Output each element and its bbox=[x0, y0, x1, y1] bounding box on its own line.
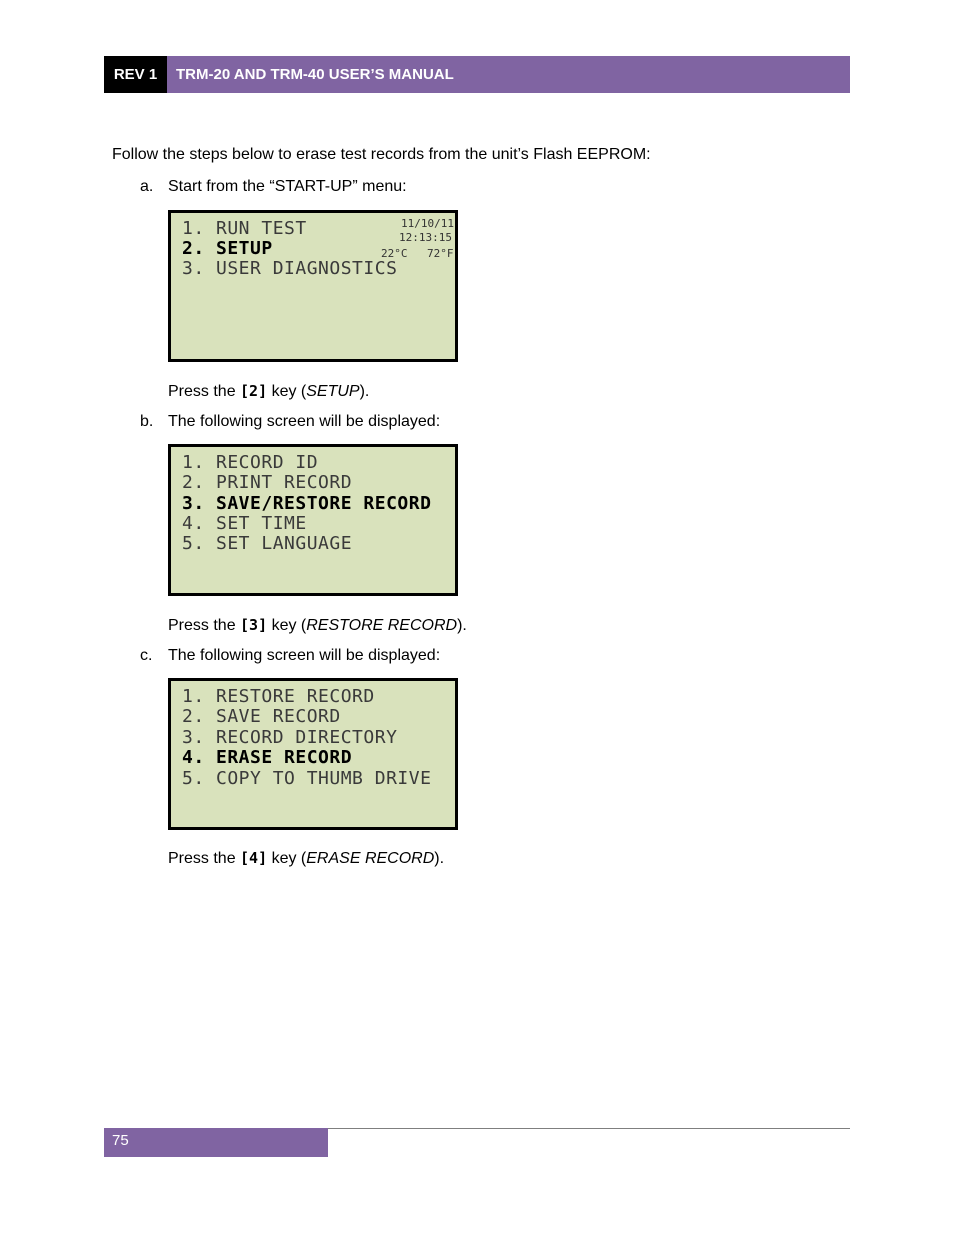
press-text: key ( bbox=[267, 850, 307, 867]
step-text: Start from the “START-UP” menu: bbox=[168, 178, 407, 195]
lcd-screen-setup bbox=[168, 444, 458, 596]
press-instruction-a bbox=[168, 382, 369, 401]
manual-title: TRM-20 AND TRM-40 USER’S MANUAL bbox=[167, 56, 850, 93]
action-name: SETUP bbox=[306, 383, 360, 400]
step-letter: c. bbox=[140, 647, 153, 664]
press-text: key ( bbox=[267, 617, 307, 634]
page-number: 75 bbox=[112, 1132, 129, 1149]
lcd-screen-startup bbox=[168, 210, 458, 362]
press-text: key ( bbox=[267, 383, 307, 400]
lcd-temp-c: 22°C bbox=[381, 247, 408, 260]
press-text: Press the bbox=[168, 617, 241, 634]
lcd-time: 12:13:15 bbox=[399, 231, 452, 244]
step-text: The following screen will be displayed: bbox=[168, 413, 441, 430]
lcd-line: 5. SET LANGUAGE bbox=[182, 533, 353, 554]
lcd-line: 1. RECORD ID bbox=[182, 452, 319, 473]
lcd-line: 4. SET TIME bbox=[182, 513, 307, 534]
press-text: ). bbox=[434, 850, 445, 867]
key-label: [2] bbox=[240, 382, 268, 400]
page-header bbox=[104, 56, 850, 93]
action-name: ERASE RECORD bbox=[306, 850, 435, 867]
lcd-line-selected: 3. SAVE/RESTORE RECORD bbox=[182, 493, 432, 514]
lcd-line: 3. USER DIAGNOSTICS bbox=[182, 258, 398, 279]
step-letter: b. bbox=[140, 413, 154, 430]
press-instruction-b bbox=[168, 616, 467, 635]
lcd-screen-save-restore bbox=[168, 678, 458, 830]
step-letter: a. bbox=[140, 178, 154, 195]
press-text: Press the bbox=[168, 850, 241, 867]
lcd-line-selected: 2. SETUP bbox=[182, 238, 273, 259]
intro-paragraph: Follow the steps below to erase test records from the unit’s Flash EEPROM: bbox=[112, 146, 651, 163]
lcd-line: 2. PRINT RECORD bbox=[182, 472, 353, 493]
lcd-temp-f: 72°F bbox=[427, 247, 454, 260]
lcd-line: 1. RESTORE RECORD bbox=[182, 686, 375, 707]
lcd-line: 3. RECORD DIRECTORY bbox=[182, 727, 398, 748]
press-text: ). bbox=[457, 617, 467, 634]
press-text: ). bbox=[359, 383, 370, 400]
footer-rule bbox=[328, 1128, 850, 1129]
press-text: Press the bbox=[168, 383, 241, 400]
key-label: [4] bbox=[240, 849, 268, 867]
lcd-line: 1. RUN TEST bbox=[182, 218, 307, 239]
page-footer bbox=[104, 1128, 328, 1157]
lcd-date: 11/10/11 bbox=[401, 217, 454, 230]
press-instruction-c bbox=[168, 849, 444, 868]
step-text: The following screen will be displayed: bbox=[168, 647, 441, 664]
action-name: RESTORE RECORD bbox=[306, 617, 458, 634]
key-label: [3] bbox=[240, 616, 268, 634]
revision-label: REV 1 bbox=[104, 56, 167, 93]
lcd-line: 2. SAVE RECORD bbox=[182, 706, 341, 727]
lcd-line: 5. COPY TO THUMB DRIVE bbox=[182, 768, 432, 789]
lcd-line-selected: 4. ERASE RECORD bbox=[182, 747, 353, 768]
